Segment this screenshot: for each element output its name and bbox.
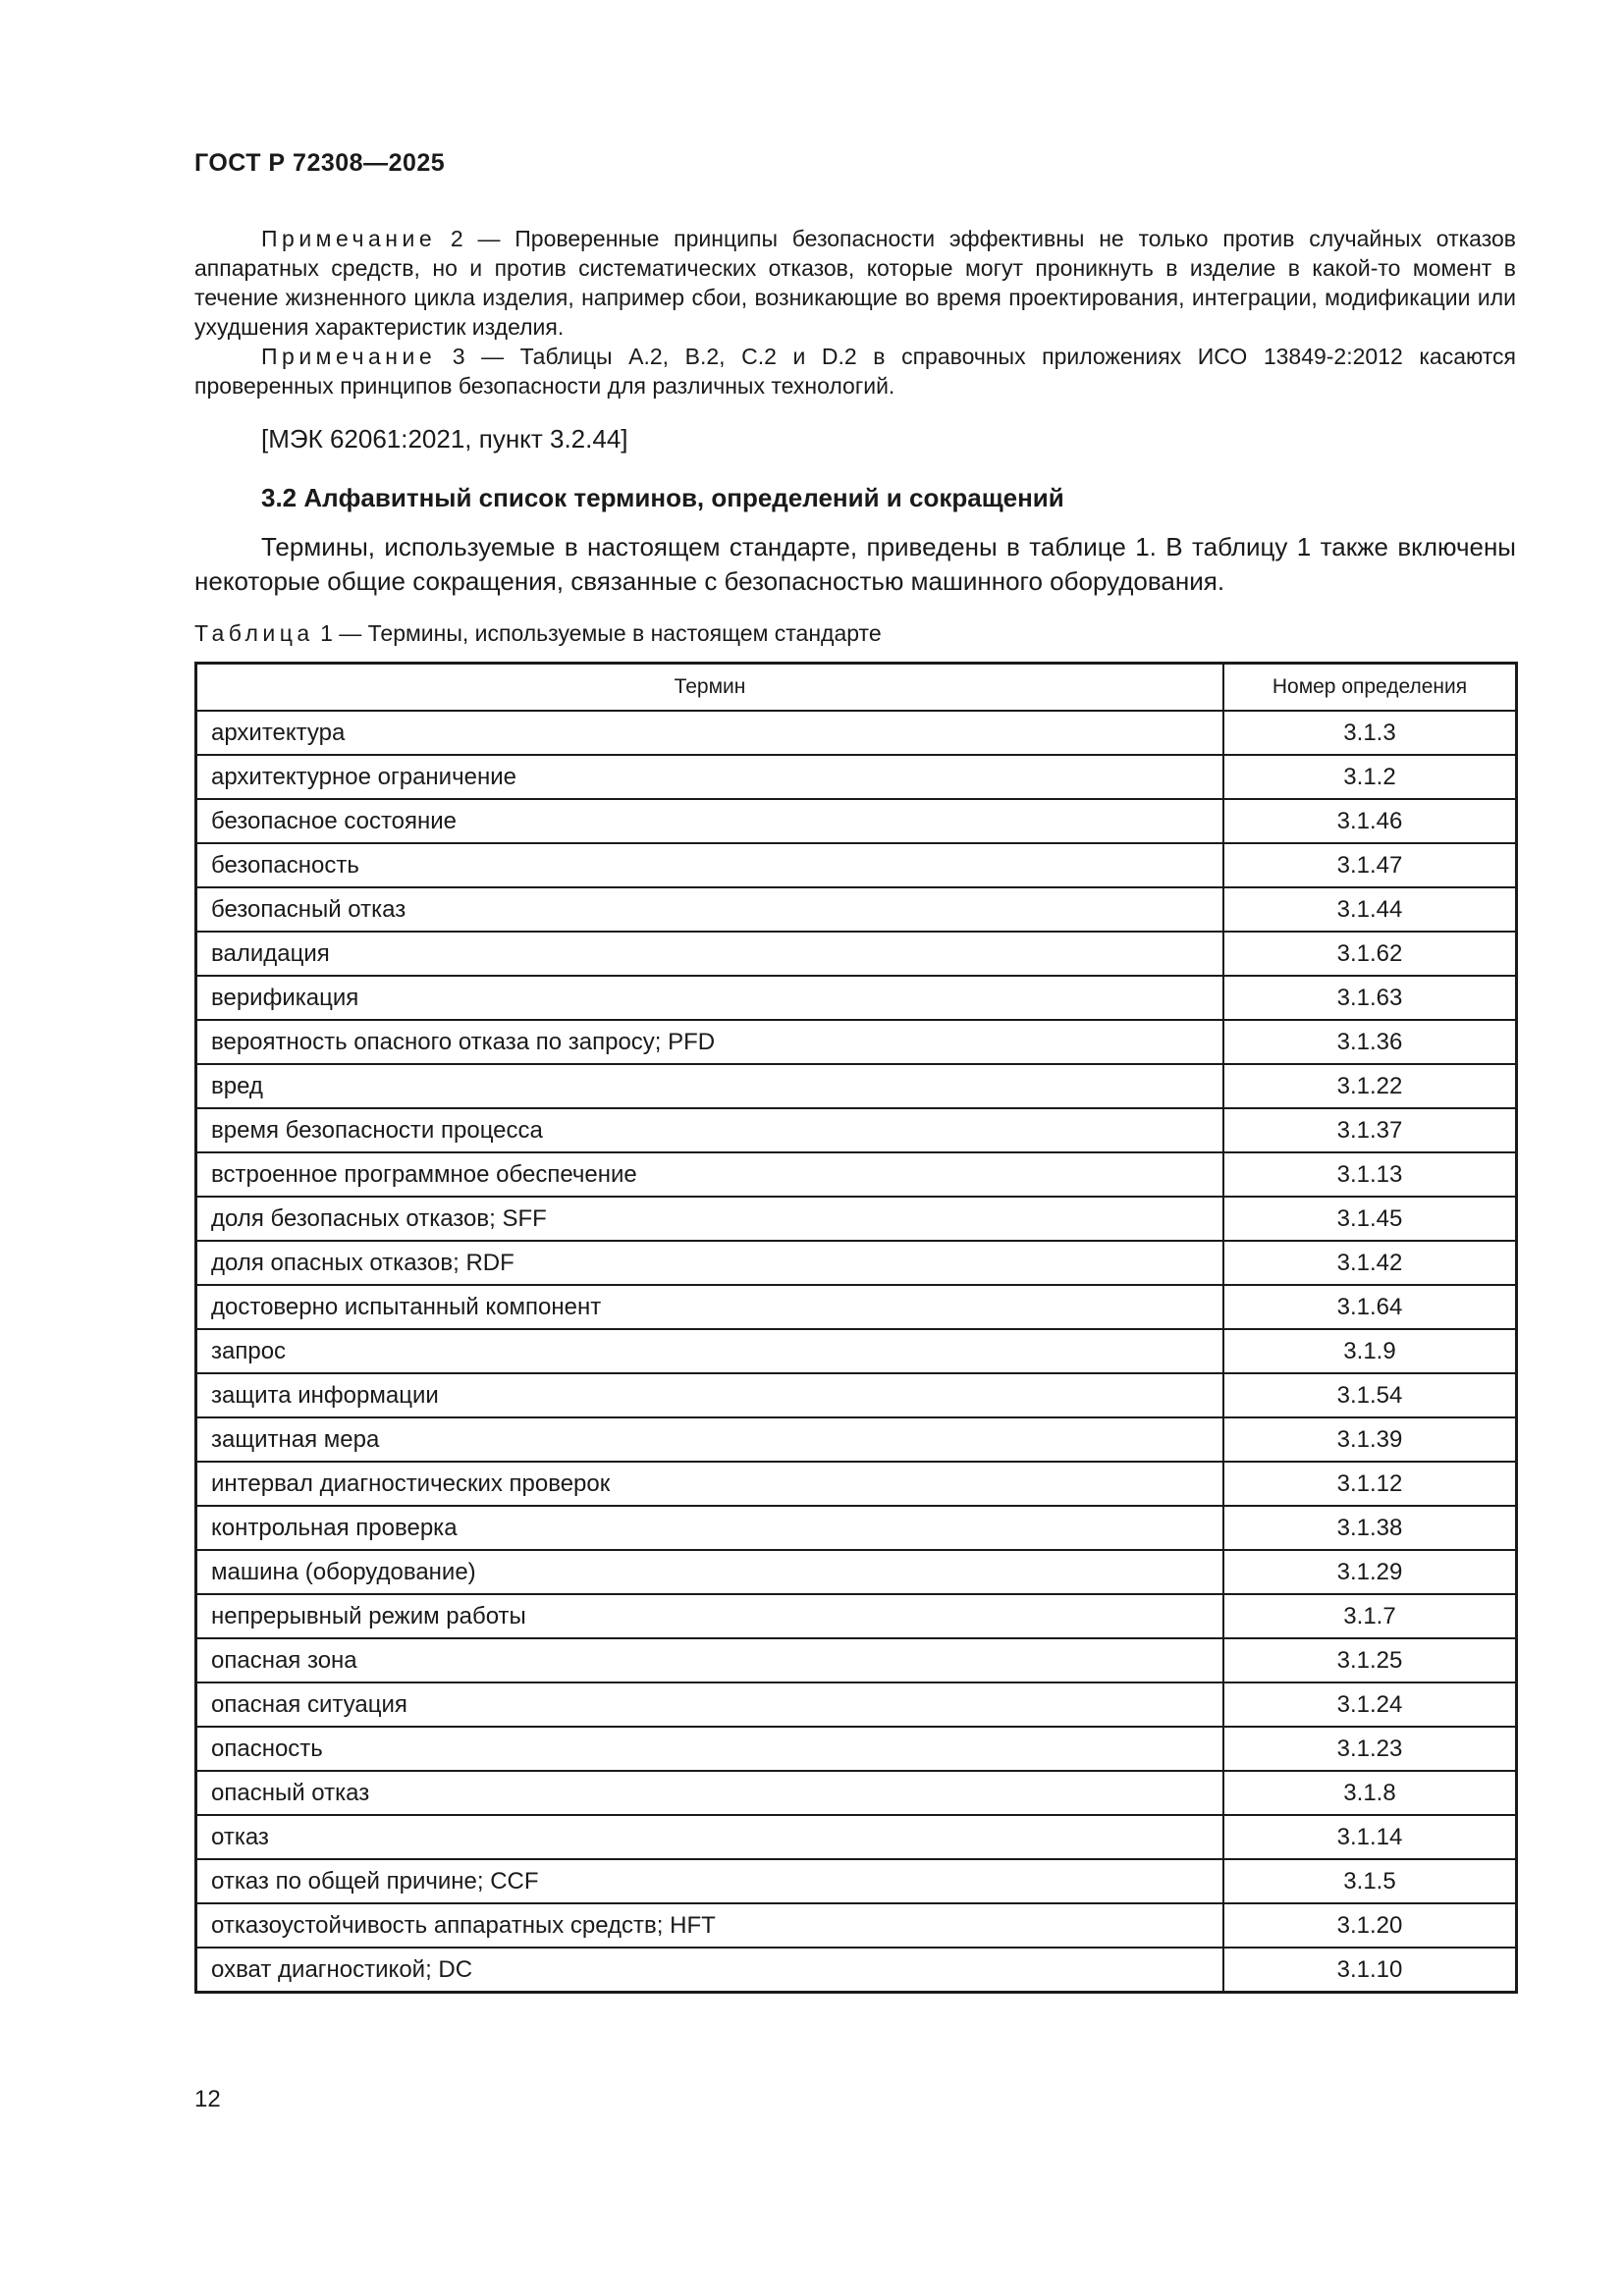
table-row xyxy=(196,1594,1517,1638)
table-row xyxy=(196,1373,1517,1417)
section-title: 3.2 Алфавитный список терминов, определений и сокращений xyxy=(261,483,1064,512)
definition-number-cell: 3.1.47 xyxy=(1223,843,1517,887)
term-cell: машина (оборудование) xyxy=(196,1550,1224,1594)
table-caption-text: 1 — Термины, используемые в настоящем стандарте xyxy=(313,620,882,646)
definition-number-cell: 3.1.23 xyxy=(1223,1727,1517,1771)
term-cell: архитектурное ограничение xyxy=(196,755,1224,799)
note-text: 3 — Таблицы А.2, В.2, С.2 и D.2 в справочных приложениях ИСО 13849-2:2012 касаются проверенных принципов безопасности для различных технологий. xyxy=(194,344,1516,399)
definition-number-cell: 3.1.8 xyxy=(1223,1771,1517,1815)
definition-number-cell: 3.1.62 xyxy=(1223,932,1517,976)
term-cell: верификация xyxy=(196,976,1224,1020)
table-body xyxy=(196,711,1517,1993)
definition-number-cell: 3.1.45 xyxy=(1223,1197,1517,1241)
table-caption xyxy=(194,620,882,647)
definition-number-cell: 3.1.14 xyxy=(1223,1815,1517,1859)
term-cell: время безопасности процесса xyxy=(196,1108,1224,1152)
term-cell: отказоустойчивость аппаратных средств; HFT xyxy=(196,1903,1224,1948)
table-row xyxy=(196,1859,1517,1903)
note-text: 2 — Проверенные принципы безопасности эффективны не только против случайных отказов аппаратных средств, но и против систематических отказов, которые могут проникнуть в изделие в какой-то момент в течение жизненного цикла изделия, например сбои, возникающие во время проектирования, интеграции, модификации или ухудшения характеристик изделия. xyxy=(194,226,1516,340)
definition-number-cell: 3.1.2 xyxy=(1223,755,1517,799)
definition-number-cell: 3.1.10 xyxy=(1223,1948,1517,1993)
definition-number-cell: 3.1.25 xyxy=(1223,1638,1517,1682)
term-cell: безопасный отказ xyxy=(196,887,1224,932)
term-cell: встроенное программное обеспечение xyxy=(196,1152,1224,1197)
term-cell: безопасность xyxy=(196,843,1224,887)
table-row xyxy=(196,1815,1517,1859)
table-row xyxy=(196,1329,1517,1373)
table-header-row xyxy=(196,664,1517,712)
term-cell: опасная зона xyxy=(196,1638,1224,1682)
table-row xyxy=(196,1727,1517,1771)
term-cell: опасная ситуация xyxy=(196,1682,1224,1727)
term-cell: вероятность опасного отказа по запросу; PFD xyxy=(196,1020,1224,1064)
table-row xyxy=(196,976,1517,1020)
table-row xyxy=(196,1152,1517,1197)
table-row xyxy=(196,755,1517,799)
definition-number-cell: 3.1.3 xyxy=(1223,711,1517,755)
source-reference: [МЭК 62061:2021, пункт 3.2.44] xyxy=(261,424,628,454)
table-row xyxy=(196,1064,1517,1108)
term-cell: доля опасных отказов; RDF xyxy=(196,1241,1224,1285)
table-row xyxy=(196,1108,1517,1152)
term-cell: валидация xyxy=(196,932,1224,976)
term-cell: отказ по общей причине; CCF xyxy=(196,1859,1224,1903)
definition-number-cell: 3.1.37 xyxy=(1223,1108,1517,1152)
table-row xyxy=(196,1948,1517,1993)
definition-number-cell: 3.1.5 xyxy=(1223,1859,1517,1903)
table-row xyxy=(196,1197,1517,1241)
definition-number-cell: 3.1.13 xyxy=(1223,1152,1517,1197)
definition-number-cell: 3.1.7 xyxy=(1223,1594,1517,1638)
term-cell: контрольная проверка xyxy=(196,1506,1224,1550)
definition-number-cell: 3.1.44 xyxy=(1223,887,1517,932)
definition-number-cell: 3.1.54 xyxy=(1223,1373,1517,1417)
table-row xyxy=(196,1417,1517,1462)
term-cell: безопасное состояние xyxy=(196,799,1224,843)
term-cell: интервал диагностических проверок xyxy=(196,1462,1224,1506)
table-row xyxy=(196,1771,1517,1815)
table-row xyxy=(196,887,1517,932)
table-caption-label: Таблица xyxy=(194,620,314,646)
term-cell: отказ xyxy=(196,1815,1224,1859)
note-3 xyxy=(194,342,1516,400)
definition-number-cell: 3.1.63 xyxy=(1223,976,1517,1020)
header-number: Номер определения xyxy=(1223,664,1517,712)
definition-number-cell: 3.1.22 xyxy=(1223,1064,1517,1108)
table-row xyxy=(196,1903,1517,1948)
table-row xyxy=(196,799,1517,843)
document-header: ГОСТ Р 72308—2025 xyxy=(194,149,446,177)
table-row xyxy=(196,1638,1517,1682)
table-row xyxy=(196,1241,1517,1285)
definition-number-cell: 3.1.29 xyxy=(1223,1550,1517,1594)
table-row xyxy=(196,1285,1517,1329)
definition-number-cell: 3.1.24 xyxy=(1223,1682,1517,1727)
term-cell: охват диагностикой; DC xyxy=(196,1948,1224,1993)
definition-number-cell: 3.1.9 xyxy=(1223,1329,1517,1373)
table-row xyxy=(196,1462,1517,1506)
table-row xyxy=(196,932,1517,976)
definition-number-cell: 3.1.12 xyxy=(1223,1462,1517,1506)
note-2 xyxy=(194,224,1516,342)
note-label: Примечание xyxy=(261,344,437,369)
term-cell: запрос xyxy=(196,1329,1224,1373)
term-cell: защита информации xyxy=(196,1373,1224,1417)
definition-number-cell: 3.1.42 xyxy=(1223,1241,1517,1285)
header-term: Термин xyxy=(196,664,1224,712)
definition-number-cell: 3.1.46 xyxy=(1223,799,1517,843)
table-row xyxy=(196,1550,1517,1594)
term-cell: архитектура xyxy=(196,711,1224,755)
table-row xyxy=(196,1506,1517,1550)
page-number: 12 xyxy=(194,2086,221,2112)
section-paragraph: Термины, используемые в настоящем стандарте, приведены в таблице 1. В таблицу 1 также включены некоторые общие сокращения, связанные с безопасностью машинного оборудования. xyxy=(194,532,1516,596)
definition-number-cell: 3.1.38 xyxy=(1223,1506,1517,1550)
term-cell: опасный отказ xyxy=(196,1771,1224,1815)
term-cell: вред xyxy=(196,1064,1224,1108)
terms-table xyxy=(194,662,1518,1994)
term-cell: защитная мера xyxy=(196,1417,1224,1462)
definition-number-cell: 3.1.36 xyxy=(1223,1020,1517,1064)
term-cell: достоверно испытанный компонент xyxy=(196,1285,1224,1329)
table-row xyxy=(196,1682,1517,1727)
term-cell: опасность xyxy=(196,1727,1224,1771)
table-row xyxy=(196,711,1517,755)
definition-number-cell: 3.1.20 xyxy=(1223,1903,1517,1948)
definition-number-cell: 3.1.64 xyxy=(1223,1285,1517,1329)
term-cell: доля безопасных отказов; SFF xyxy=(196,1197,1224,1241)
table-row xyxy=(196,843,1517,887)
definition-number-cell: 3.1.39 xyxy=(1223,1417,1517,1462)
note-label: Примечание xyxy=(261,226,437,251)
table-row xyxy=(196,1020,1517,1064)
term-cell: непрерывный режим работы xyxy=(196,1594,1224,1638)
